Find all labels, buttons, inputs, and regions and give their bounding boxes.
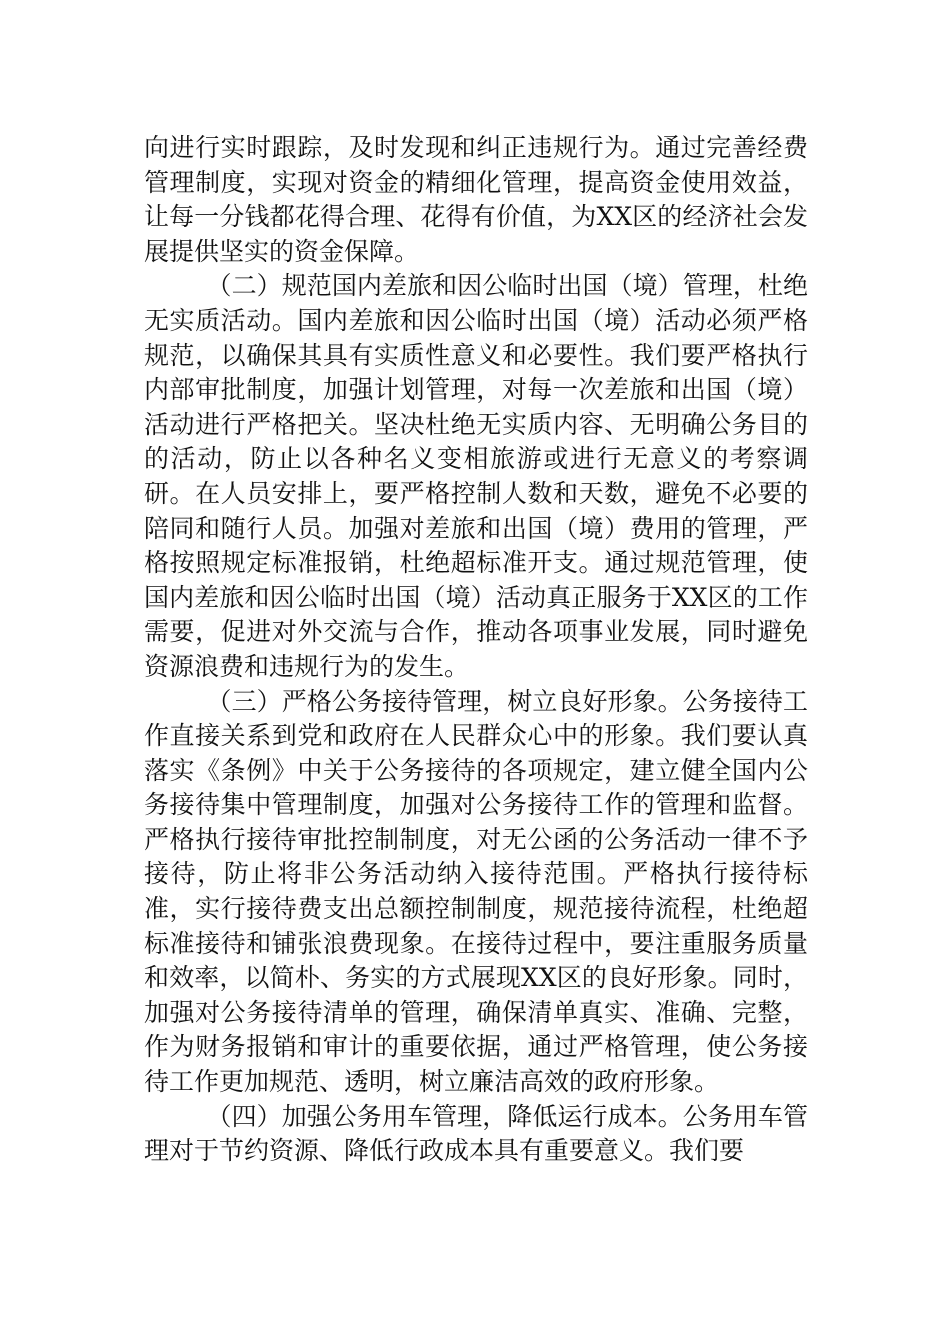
paragraph-continuation: 向进行实时跟踪，及时发现和纠正违规行为。通过完善经费管理制度，实现对资金的精细化管理，提高资金使用效益，让每一分钱都花得合理、花得有价值，为XX区的经济社会发展提供坚实的资金保障。 — [144, 133, 808, 266]
document-body — [144, 131, 808, 1169]
paragraph-section-4: （四）加强公务用车管理，降低运行成本。公务用车管理对于节约资源、降低行政成本具有重要意义。我们要 — [144, 1101, 808, 1166]
paragraph-section-3: （三）严格公务接待管理，树立良好形象。公务接待工作直接关系到党和政府在人民群众心中的形象。我们要认真落实《条例》中关于公务接待的各项规定，建立健全国内公务接待集中管理制度，加强对公务接待工作的管理和监督。严格执行接待审批控制制度，对无公函的公务活动一律不予接待，防止将非公务活动纳入接待范围。严格执行接待标准，实行接待费支出总额控制制度，规范接待流程，杜绝超标准接待和铺张浪费现象。在接待过程中，要注重服务质量和效率，以简朴、务实的方式展现XX区的良好形象。同时，加强对公务接待清单的管理，确保清单真实、准确、完整，作为财务报销和审计的重要依据，通过严格管理，使公务接待工作更加规范、透明，树立廉洁高效的政府形象。 — [144, 686, 808, 1097]
paragraph-section-2: （二）规范国内差旅和因公临时出国（境）管理，杜绝无实质活动。国内差旅和因公临时出国（境）活动必须严格规范，以确保其具有实质性意义和必要性。我们要严格执行内部审批制度，加强计划管理，对每一次差旅和出国（境）活动进行严格把关。坚决杜绝无实质内容、无明确公务目的的活动，防止以各种名义变相旅游或进行无意义的考察调研。在人员安排上，要严格控制人数和天数，避免不必要的陪同和随行人员。加强对差旅和出国（境）费用的管理，严格按照规定标准报销，杜绝超标准开支。通过规范管理，使国内差旅和因公临时出国（境）活动真正服务于XX区的工作需要，促进对外交流与合作，推动各项事业发展，同时避免资源浪费和违规行为的发生。 — [144, 271, 808, 681]
